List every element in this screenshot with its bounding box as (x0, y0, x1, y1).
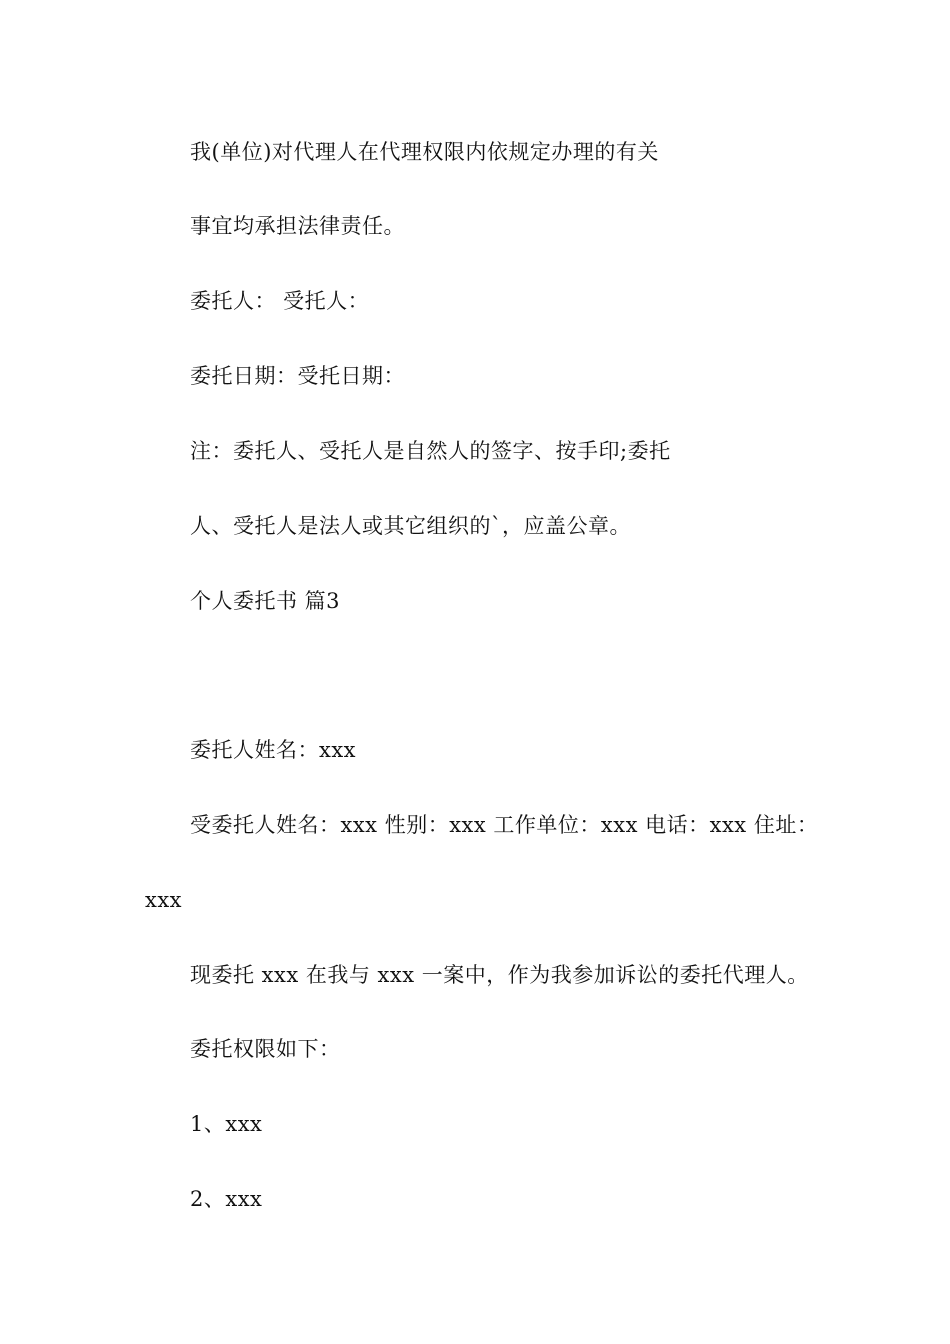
authority-heading: 委托权限如下： (190, 1037, 341, 1061)
authority-item-1: 1、xxx (190, 1112, 263, 1136)
paragraph-liability-line-2: 事宜均承担法律责任。 (190, 214, 405, 238)
agent-details: 受委托人姓名：xxx 性别：xxx 工作单位：xxx 电话：xxx 住址： (190, 813, 819, 837)
note-line-2: 人、受托人是法人或其它组织的`，应盖公章。 (190, 514, 631, 538)
paragraph-liability-line-1: 我(单位)对代理人在代理权限内依规定办理的有关 (190, 140, 659, 164)
commission-statement: 现委托 xxx 在我与 xxx 一案中，作为我参加诉讼的委托代理人。 (190, 963, 809, 987)
section-heading: 个人委托书 篇3 (190, 589, 341, 613)
signature-principal-agent: 委托人： 受托人： (190, 289, 370, 313)
signature-dates: 委托日期：受托日期： (190, 364, 405, 388)
note-line-1: 注：委托人、受托人是自然人的签字、按手印;委托 (190, 439, 671, 463)
principal-name: 委托人姓名：xxx (190, 738, 357, 762)
agent-address-value: xxx (145, 888, 183, 912)
authority-item-2: 2、xxx (190, 1187, 263, 1211)
